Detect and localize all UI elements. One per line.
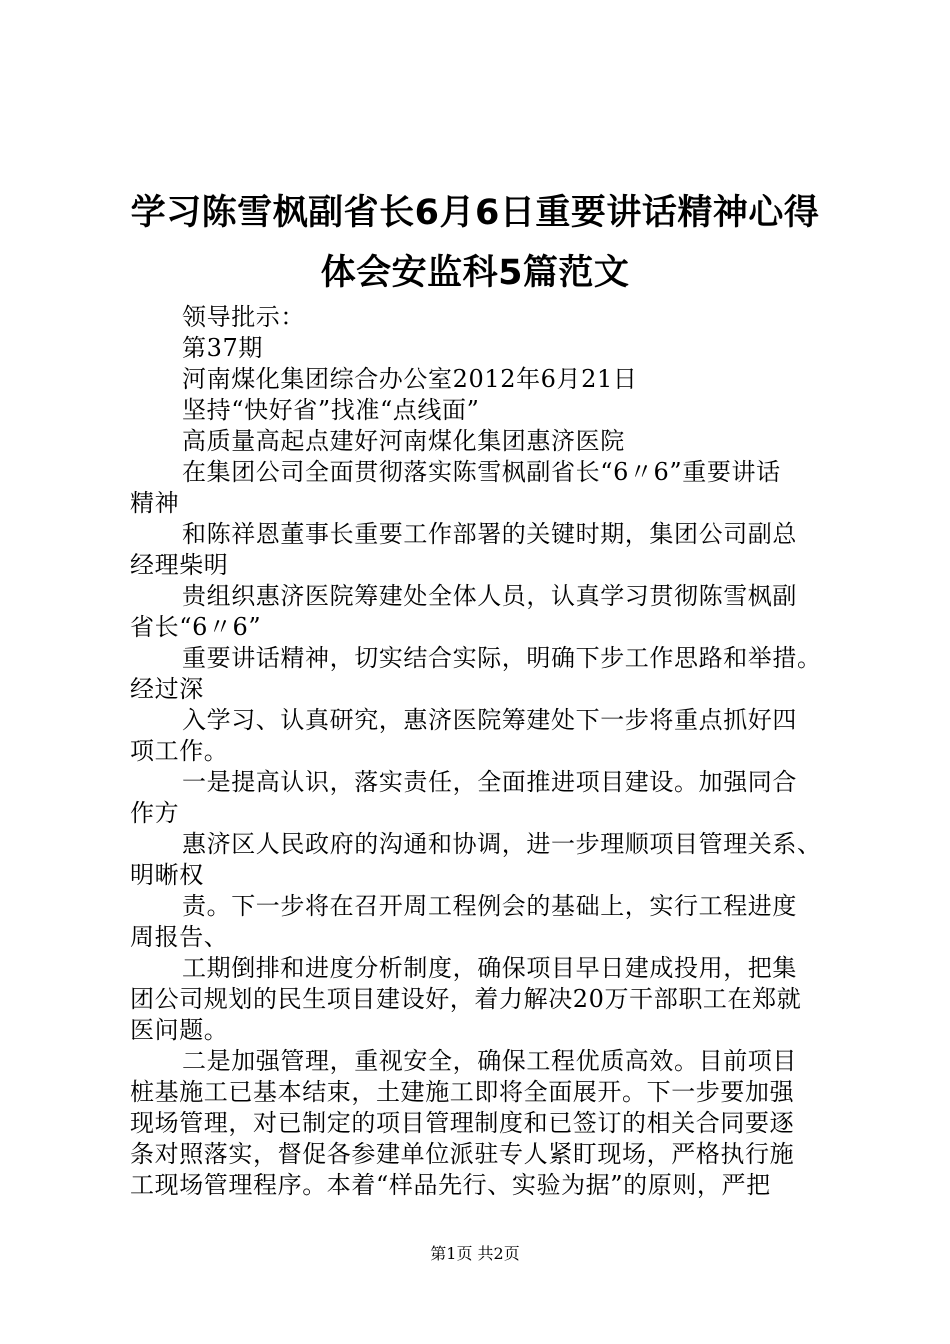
paragraph: 重要讲话精神，切实结合实际，明确下步工作思路和举措。 经过深 [130,644,822,703]
title-line-2: 体会安监科5篇范文 [320,253,630,293]
header-block [130,302,830,457]
title-line-1: 学习陈雪枫副省长6月6日重要讲话精神心得 [130,193,820,233]
paragraph: 和陈祥恩董事长重要工作部署的关键时期，集团公司副总 经理柴明 [130,520,797,579]
document-body [130,302,830,1201]
header-line: 领导批示： [182,303,305,331]
paragraph: 一是提高认识，落实责任，全面推进项目建设。加强同合 作方 [130,768,797,827]
document-title [100,183,850,303]
page-number: 第1页 共2页 [430,1244,520,1263]
header-line: 高质量高起点建好河南煤化集团惠济医院 [182,427,625,455]
paragraph: 贵组织惠济医院筹建处全体人员，认真学习贯彻陈雪枫副 省长“6〃6” [130,582,797,641]
page-footer [0,1244,950,1264]
header-line: 第37期 [182,334,263,362]
paragraph: 工期倒排和进度分析制度，确保项目早日建成投用，把集 团公司规划的民生项目建设好，着力解决20万干部职工在郑就 医问题。 [130,954,802,1044]
paragraph: 二是加强管理，重视安全，确保工程优质高效。目前项目 桩基施工已基本结束，土建施工即将全面展开。下一步要加强 现场管理，对已制定的项目管理制度和已签订的相关合同要逐 条对照落实，督促各参建单位派驻专人紧盯现场，严格执行施 工现场管理程序。本着“样品先行、实验为据”的原则，严把 [130,1047,797,1199]
paragraph: 入学习、认真研究，惠济医院筹建处下一步将重点抓好四 项工作。 [130,706,797,765]
header-line: 河南煤化集团综合办公室2012年6月21日 [182,365,638,393]
header-line: 坚持“快好省”找准“点线面” [182,396,480,424]
paragraph: 在集团公司全面贯彻落实陈雪枫副省长“6〃6”重要讲话 精神 [130,458,781,517]
paragraph: 惠济区人民政府的沟通和协调，进一步理顺项目管理关系、 明晰权 [130,830,822,889]
paragraph: 责。下一步将在召开周工程例会的基础上，实行工程进度 周报告、 [130,892,797,951]
